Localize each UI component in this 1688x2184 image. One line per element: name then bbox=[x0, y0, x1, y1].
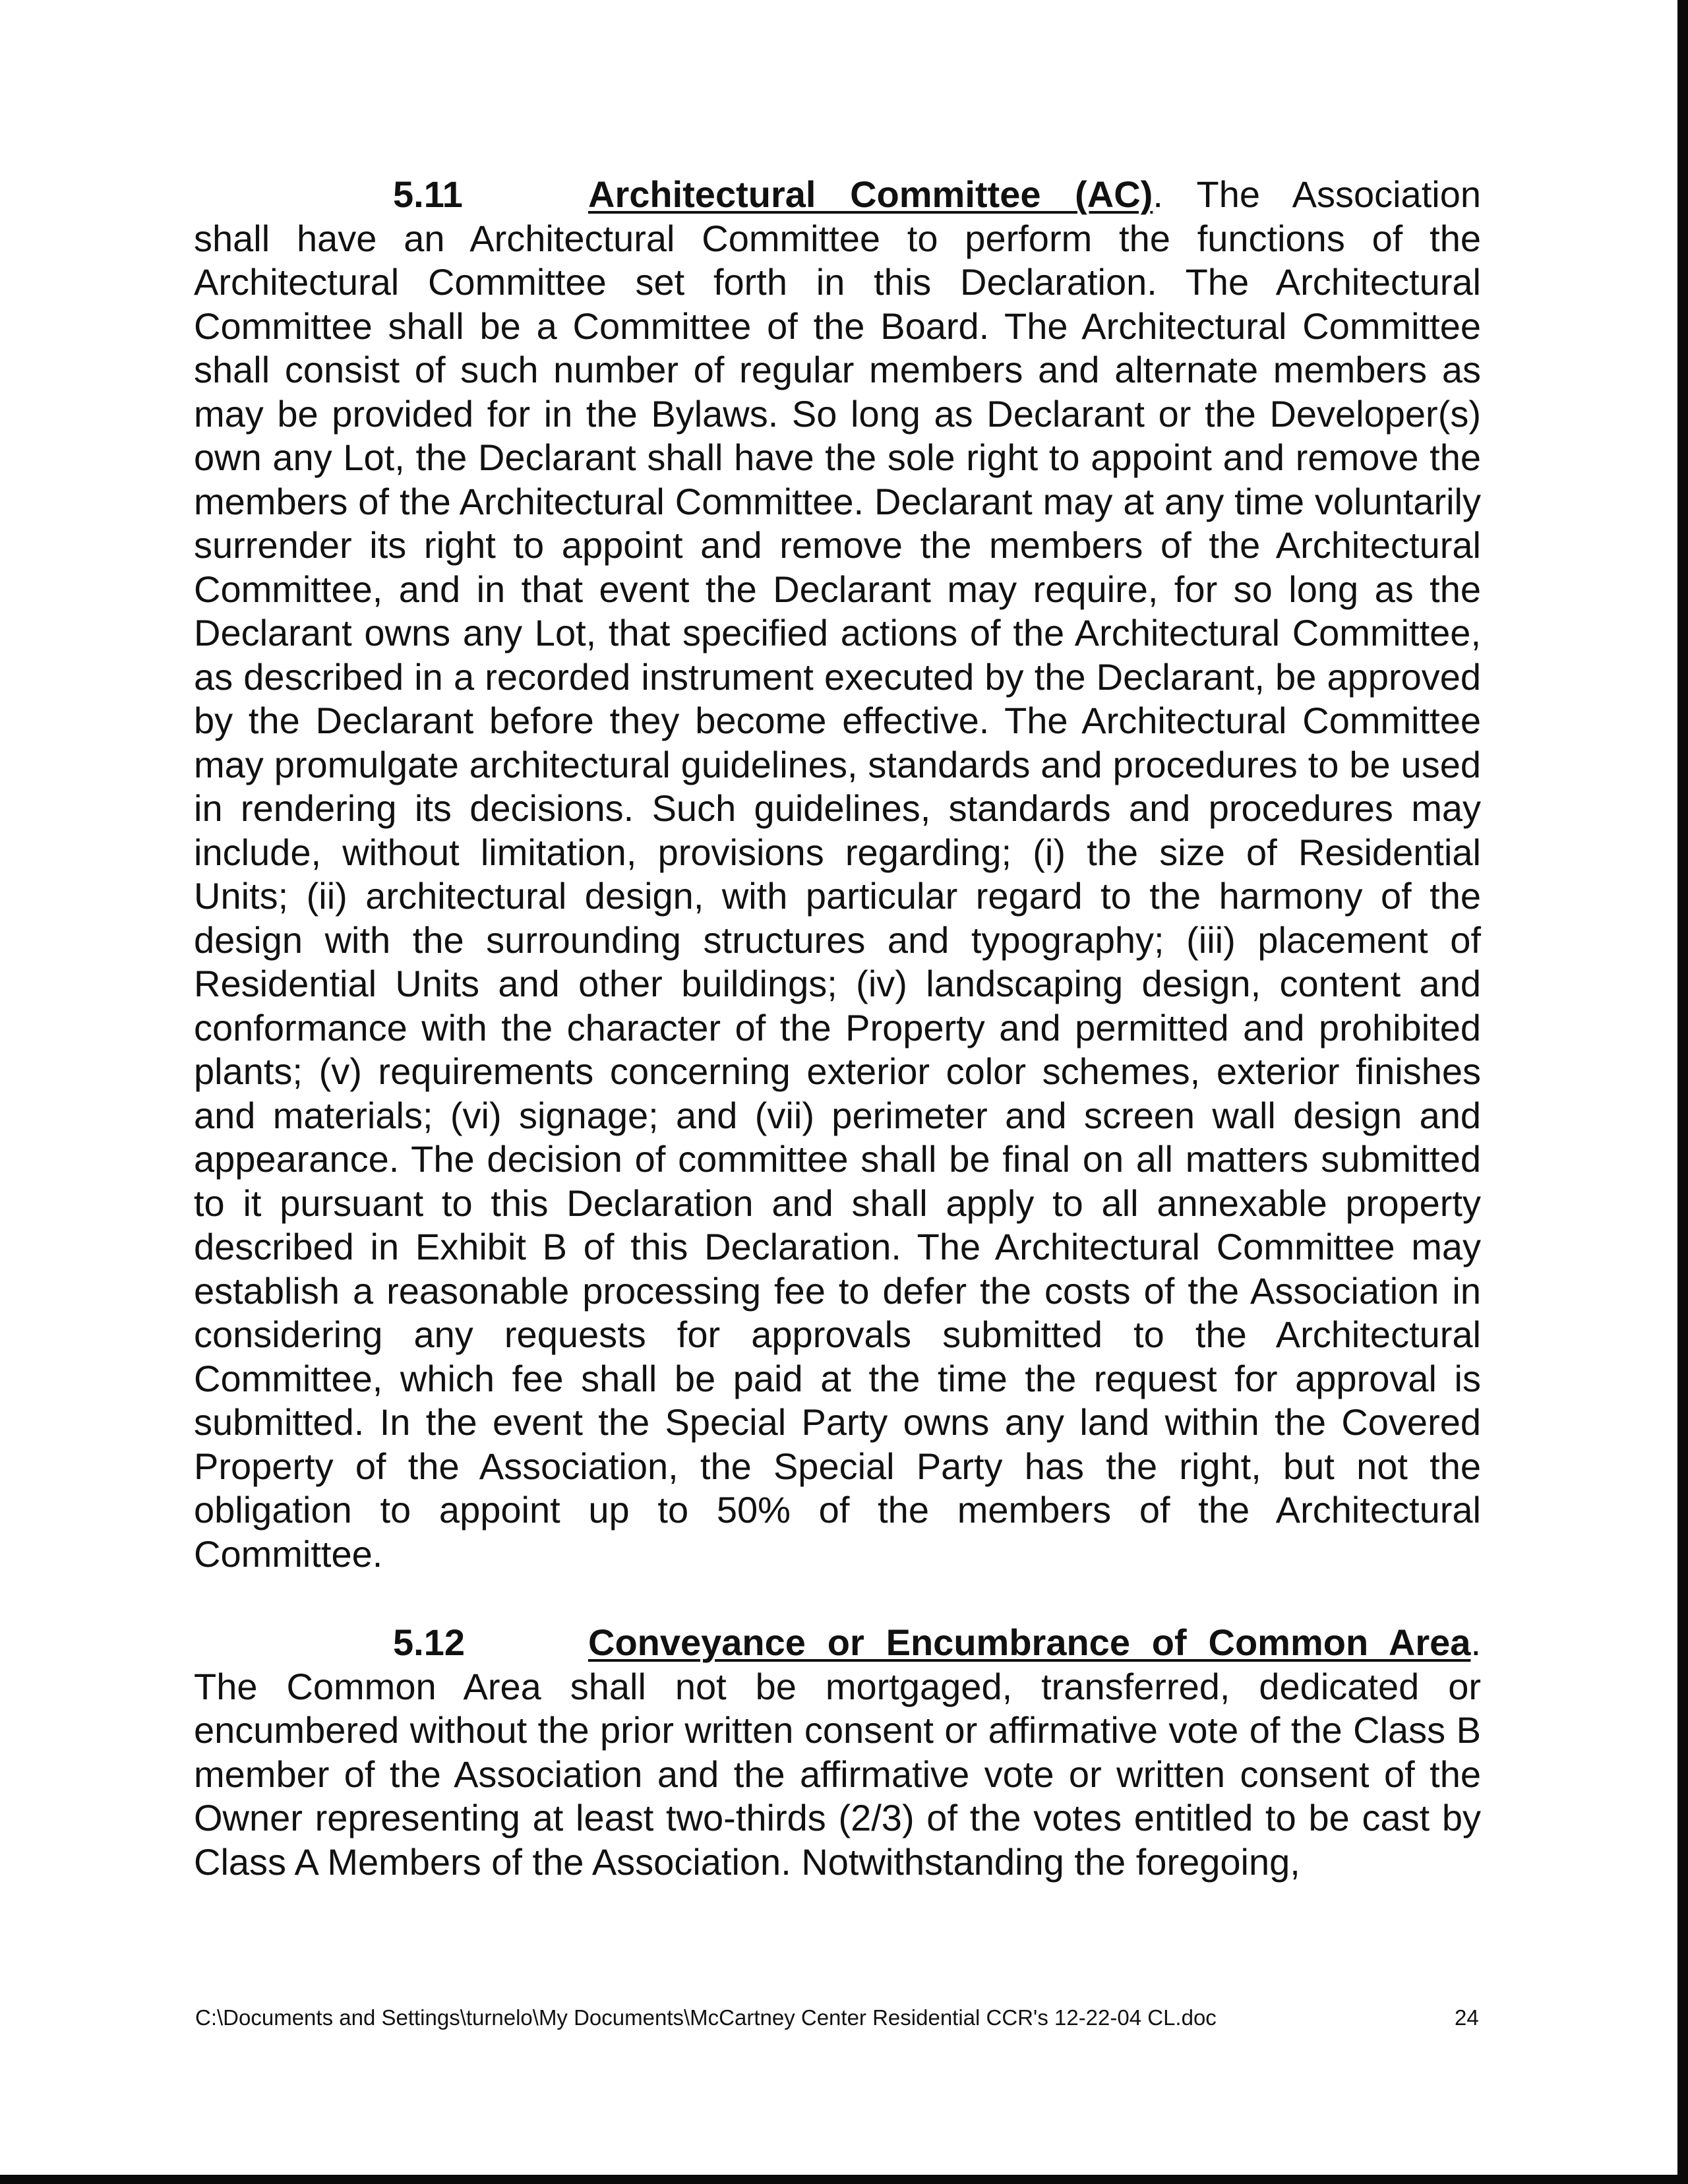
section-title: Conveyance or Encumbrance of Common Area bbox=[588, 1622, 1471, 1663]
section-body: shall have an Architectural Committee to perform the functions of the Architectural Committee set forth in this Declaration. The Architectural Committee shall be a Committee of the Board. The Architectural Committee shall consist of such number of regular members and alternate members as may be provided for in the Bylaws. So long as Declarant or the Developer(s) own any Lot, the Declarant shall have the sole right to appoint and remove the members of the Architectural Committee. Declarant may at any time voluntarily surrender its right to appoint and remove the members of the Architectural Committee, and in that event the Declarant may require, for so long as the Declarant owns any Lot, that specified actions of the Architectural Committee, as described in a recorded instrument executed by the Declarant, be approved by the Declarant before they become effective. The Architectural Committee may promulgate architectural guidelines, standards and procedures to be used in rendering its decisions. Such guidelines, standards and procedures may include, without limitation, provisions regarding; (i) the size of Residential Units; (ii) architectural design, with particular regard to the harmony of the design with the surrounding structures and typography; (iii) placement of Residential Units and other buildings; (iv) landscaping design, content and conformance with the character of the Property and permitted and prohibited plants; (v) requirements concerning exterior color schemes, exterior finishes and materials; (vi) signage; and (vii) perimeter and screen wall design and appearance. The decision of committee shall be final on all matters submitted to it pursuant to this Declaration and shall apply to all annexable property described in Exhibit B of this Declaration. The Architectural Committee may establish a reasonable processing fee to defer the costs of the Association in considering any requests for approvals submitted to the Architectural Committee, which fee shall be paid at the time the request for approval is submitted. In the event the Special Party owns any land within the Covered Property of the Association, the Special Party has the right, but not the obligation to appoint up to 50% of the members of the Architectural Committee. bbox=[194, 217, 1481, 1575]
section-body: The Common Area shall not be mortgaged, transferred, dedicated or encumbered without the prior written consent or affirmative vote of the Class B member of the Association and the affirmative vote or written consent of the Owner representing at least two-thirds (2/3) of the votes entitled to be cast by Class A Members of the Association. Notwithstanding the foregoing, bbox=[194, 1665, 1481, 1883]
footer-file-path: C:\Documents and Settings\turnelo\My Documents\McCartney Center Residential CCR's 12-22-04 CL.doc bbox=[195, 2005, 1217, 2030]
section-5-11-heading bbox=[194, 173, 1481, 217]
section-5-11 bbox=[194, 173, 1481, 1576]
section-5-12-heading bbox=[194, 1621, 1481, 1665]
section-number: 5.11 bbox=[393, 173, 463, 215]
document-page bbox=[194, 173, 1481, 1884]
scan-border-bottom bbox=[0, 2175, 1688, 2184]
section-title-punct: . bbox=[1470, 1622, 1481, 1663]
scan-border-right bbox=[1677, 0, 1688, 2184]
section-title: Architectural Committee (AC) bbox=[588, 173, 1153, 215]
section-5-12 bbox=[194, 1621, 1481, 1884]
section-title-punct: . bbox=[1153, 173, 1163, 215]
page-number: 24 bbox=[1455, 2005, 1479, 2030]
section-lead-text: The Association bbox=[1196, 173, 1481, 215]
section-number: 5.12 bbox=[393, 1622, 465, 1663]
